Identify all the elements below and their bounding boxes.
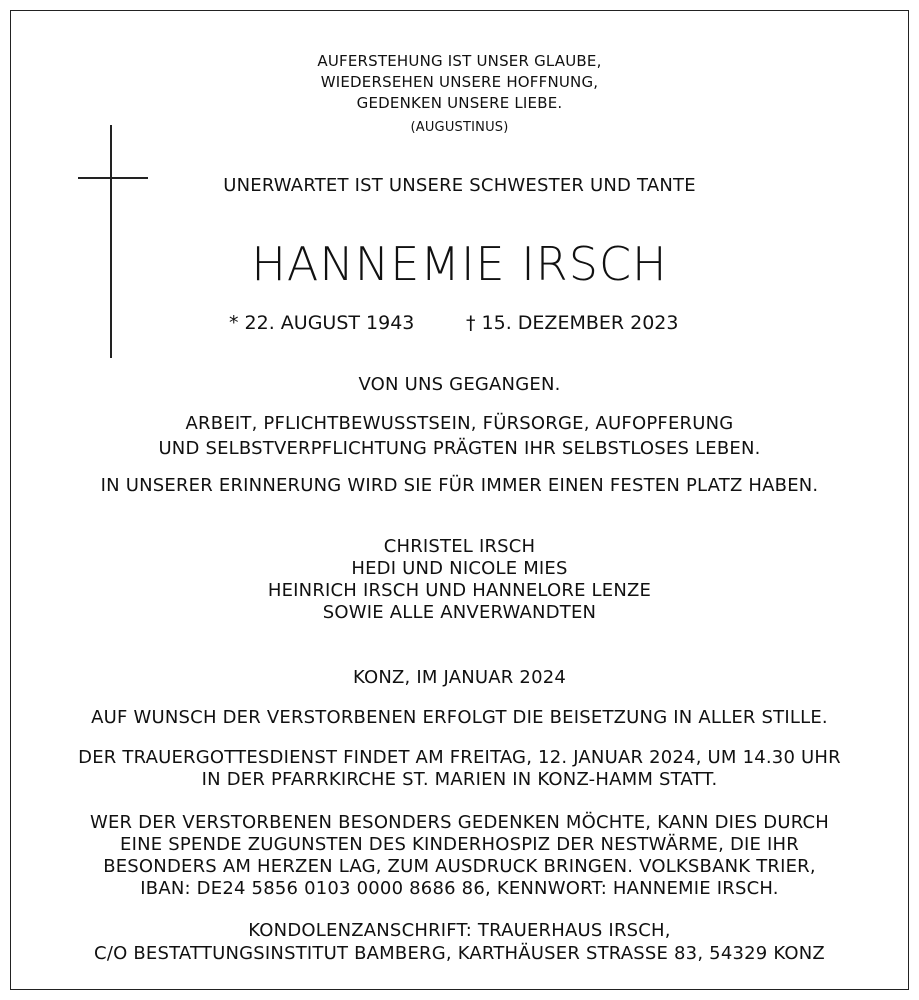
mourner-1: CHRISTEL IRSCH <box>383 536 536 557</box>
quote-line-3: GEDENKEN UNSERE LIEBE. <box>356 94 563 112</box>
quote-author: (AUGUSTINUS) <box>410 120 509 135</box>
tribute-line-2: UND SELBSTVERPFLICHTUNG PRÄGTEN IHR SELBSTLOSES LEBEN. <box>158 438 761 459</box>
quote-line-1: AUFERSTEHUNG IST UNSER GLAUBE, <box>317 52 602 70</box>
memory-text: IN UNSERER ERINNERUNG WIRD SIE FÜR IMMER EINEN FESTEN PLATZ HABEN. <box>100 475 819 496</box>
quote-line-2: WIEDERSEHEN UNSERE HOFFNUNG, <box>320 73 599 91</box>
burial-text: AUF WUNSCH DER VERSTORBENEN ERFOLGT DIE BEISETZUNG IN ALLER STILLE. <box>91 707 828 728</box>
donation-line-1: WER DER VERSTORBENEN BESONDERS GEDENKEN MÖCHTE, KANN DIES DURCH <box>89 812 830 833</box>
birth-date: * 22. AUGUST 1943 <box>229 312 415 334</box>
service-line-1: DER TRAUERGOTTESDIENST FINDET AM FREITAG, 12. JANUAR 2024, UM 14.30 UHR <box>78 747 841 768</box>
condolence-line-2: C/O BESTATTUNGSINSTITUT BAMBERG, KARTHÄUSER STRASSE 83, 54329 KONZ <box>94 943 825 964</box>
deceased-name: HANNEMIE IRSCH <box>251 237 668 291</box>
tribute-line-1: ARBEIT, PFLICHTBEWUSSTSEIN, FÜRSORGE, AUFOPFERUNG <box>185 413 734 434</box>
donation-line-2: EINE SPENDE ZUGUNSTEN DES KINDERHOSPIZ DER NESTWÄRME, DIE IHR <box>120 834 799 855</box>
mourner-4: SOWIE ALLE ANVERWANDTEN <box>322 602 597 623</box>
donation-line-3: BESONDERS AM HERZEN LAG, ZUM AUSDRUCK BRINGEN. VOLKSBANK TRIER, <box>103 856 816 877</box>
place-date: KONZ, IM JANUAR 2024 <box>352 667 567 688</box>
death-date: † 15. DEZEMBER 2023 <box>466 312 679 334</box>
service-line-2: IN DER PFARRKIRCHE ST. MARIEN IN KONZ-HAMM STATT. <box>201 769 718 790</box>
mourner-2: HEDI UND NICOLE MIES <box>351 558 568 579</box>
passed-text: VON UNS GEGANGEN. <box>358 374 561 395</box>
donation-line-4: IBAN: DE24 5856 0103 0000 8686 86, KENNWORT: HANNEMIE IRSCH. <box>140 878 779 899</box>
condolence-line-1: KONDOLENZANSCHRIFT: TRAUERHAUS IRSCH, <box>248 920 671 941</box>
intro-text: UNERWARTET IST UNSERE SCHWESTER UND TANTE <box>223 175 696 196</box>
mourner-3: HEINRICH IRSCH UND HANNELORE LENZE <box>267 580 652 601</box>
